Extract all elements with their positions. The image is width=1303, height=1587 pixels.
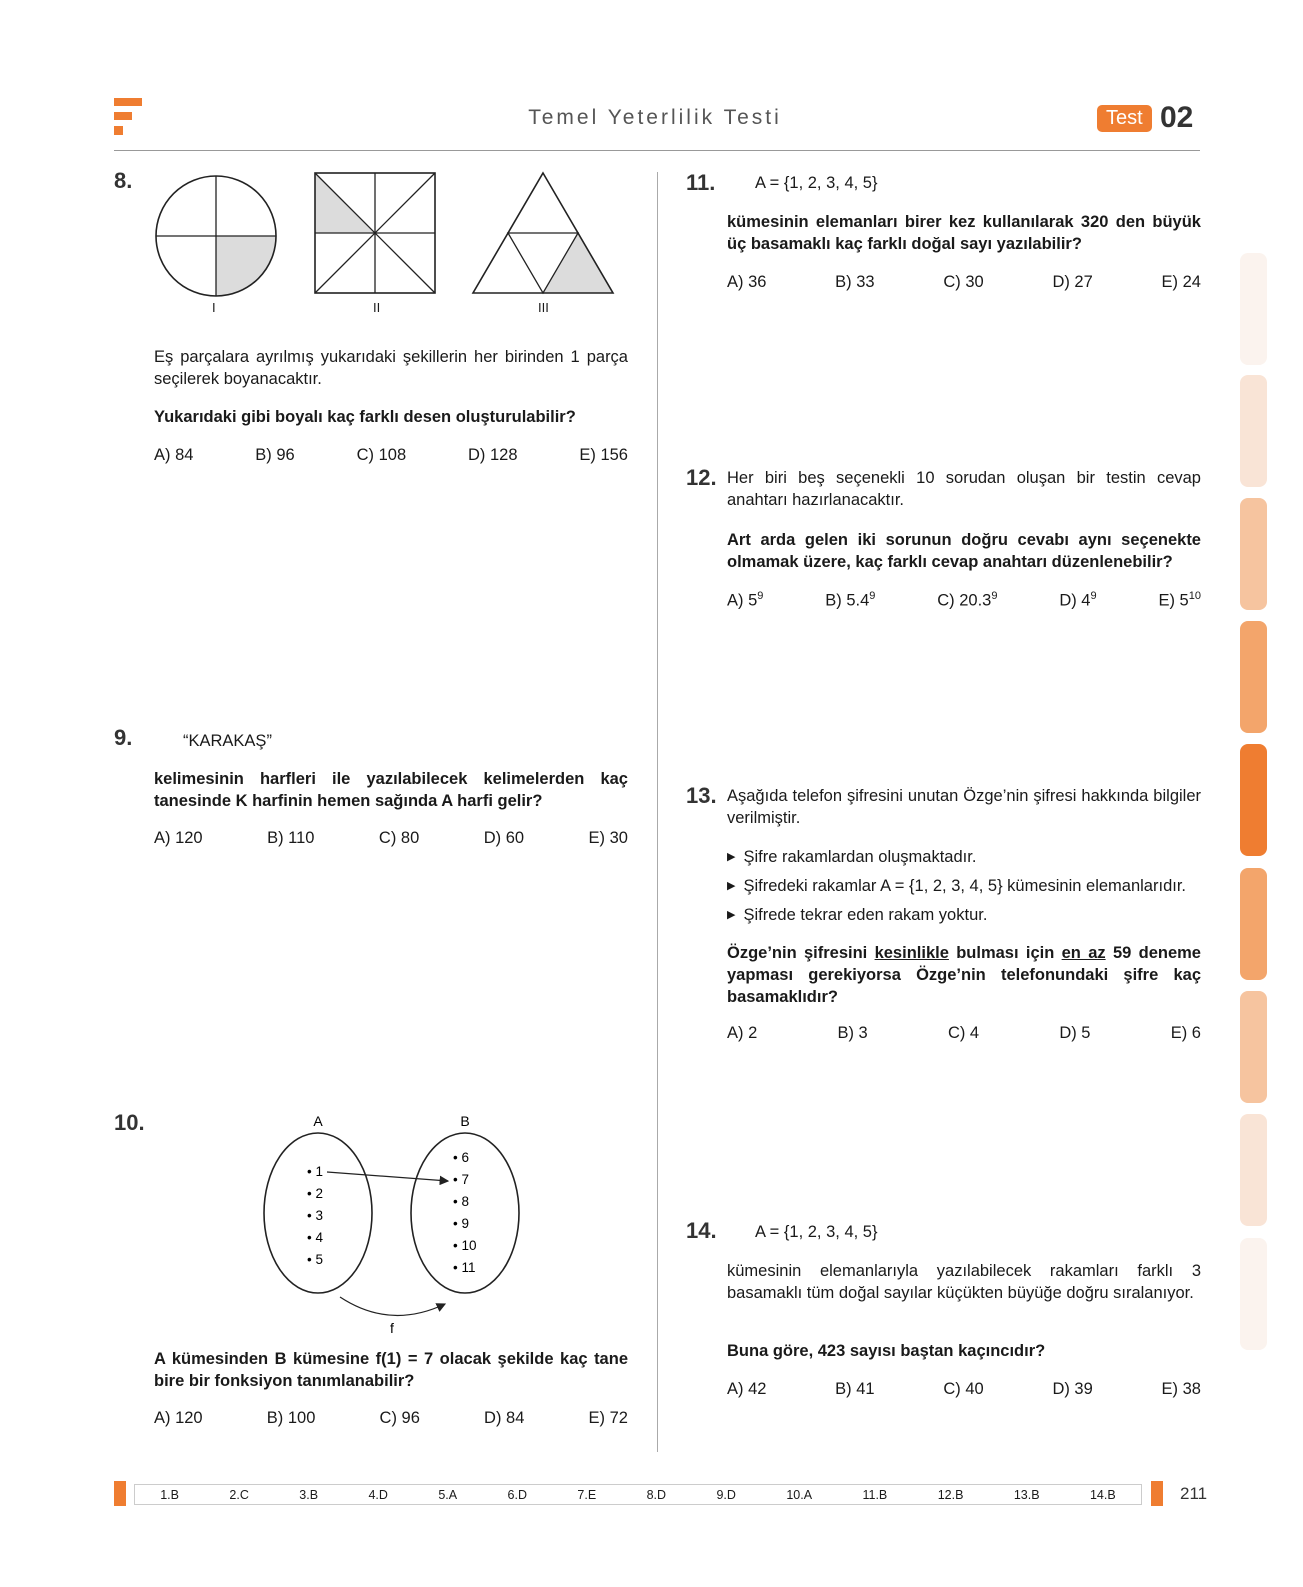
q10-option-b[interactable]: B) 100 [266, 1409, 316, 1427]
question-10-number: 10. [114, 1110, 145, 1135]
question-12-number: 12. [686, 465, 717, 490]
q10-venn-diagram [250, 1110, 540, 1340]
set-b-element: • 7 [453, 1172, 469, 1187]
q12-option-b[interactable]: B) $5.4^9$ [825, 590, 876, 610]
test-badge: Test [1097, 105, 1152, 132]
set-a-element: • 2 [307, 1186, 323, 1201]
set-a-label: A [313, 1113, 323, 1129]
side-tab [1240, 621, 1267, 733]
q11-option-e[interactable]: E) 24 [1161, 273, 1201, 291]
q12-question: Art arda gelen iki sorunun doğru cevabı aynı seçenekte olmamak üzere, kaç farklı cevap anahtarı düzenlenebilir? [727, 531, 1201, 571]
answer-key-item: 11.B [862, 1487, 888, 1502]
q8-option-c[interactable]: C) 108 [356, 446, 407, 464]
q11-set: A = {1, 2, 3, 4, 5} [755, 174, 878, 192]
set-b-element: • 10 [453, 1238, 477, 1253]
q13-question: Özge’nin şifresini kesinlikle bulması için en az 59 deneme yapması gerekiyorsa Özge’nin telefonundaki şifre kaç basamaklıdır? [727, 944, 1201, 1006]
q12-option-a[interactable]: A) $5^9$ [727, 590, 764, 610]
set-a-element: • 5 [307, 1252, 323, 1267]
question-11-number: 11. [686, 170, 716, 195]
q8-fig-label-3: III [538, 300, 549, 315]
q13-bullet: ▶ Şifredeki rakamlar A = {1, 2, 3, 4, 5} kümesinin elemanlarıdır. [727, 873, 1207, 902]
answer-key-item: 4.D [368, 1487, 388, 1502]
page-number: 211 [1180, 1484, 1208, 1503]
q13-option-a[interactable]: A) 2 [727, 1024, 758, 1042]
q11-option-a[interactable]: A) 36 [727, 273, 767, 291]
q11-question: kümesinin elemanları birer kez kullanılarak 320 den büyük üç basamaklı kaç farklı doğal sayı yazılabilir? [727, 213, 1201, 253]
set-a-element: • 4 [307, 1230, 323, 1245]
q9-word: “KARAKAŞ” [183, 732, 272, 750]
q12-option-d[interactable]: D) $4^9$ [1059, 590, 1097, 610]
q8-option-b[interactable]: B) 96 [255, 446, 295, 464]
q13-options [727, 1024, 1201, 1043]
q8-option-a[interactable]: A) 84 [154, 446, 194, 464]
side-tab [1240, 1238, 1267, 1350]
answer-key-item: 6.D [507, 1487, 527, 1502]
q13-option-c[interactable]: C) 4 [947, 1024, 980, 1042]
q12-options [727, 590, 1201, 611]
q14-options [727, 1380, 1201, 1399]
side-tab-active [1240, 744, 1267, 856]
q10-option-a[interactable]: A) 120 [154, 1409, 203, 1427]
q13-option-d[interactable]: D) 5 [1059, 1024, 1091, 1042]
set-a-element: • 3 [307, 1208, 323, 1223]
q13-bullet: ▶ Şifrede tekrar eden rakam yoktur. [727, 902, 1207, 931]
q9-option-d[interactable]: D) 60 [483, 829, 525, 847]
q8-option-d[interactable]: D) 128 [467, 446, 518, 464]
footer-marker-left [114, 1481, 126, 1506]
answer-key-item: 7.E [577, 1487, 597, 1502]
q11-option-c[interactable]: C) 30 [943, 273, 984, 291]
q9-question: kelimesinin harfleri ile yazılabilecek kelimelerden kaç tanesinde K harfinin hemen sağında A harfi gelir? [154, 770, 628, 810]
q13-bullet-list [727, 844, 1207, 931]
q10-question: A kümesinden B kümesine f(1) = 7 olacak şekilde kaç tane bire bir fonksiyon tanımlanabilir? [154, 1350, 628, 1390]
question-9-number: 9. [114, 725, 133, 750]
q13-bullet: ▶ Şifre rakamlardan oluşmaktadır. [727, 844, 1207, 873]
answer-key-item: 9.D [716, 1487, 736, 1502]
q12-text: Her biri beş seçenekli 10 sorudan oluşan bir testin cevap anahtarı hazırlanacaktır. [727, 469, 1201, 509]
set-b-element: • 11 [453, 1260, 476, 1275]
q9-option-b[interactable]: B) 110 [267, 829, 315, 847]
q8-option-e[interactable]: E) 156 [579, 446, 628, 464]
answer-key-item: 1.B [160, 1487, 179, 1502]
answer-key-item: 10.A [786, 1487, 813, 1502]
set-b-element: • 9 [453, 1216, 469, 1231]
q12-option-e[interactable]: E) $5^{10}$ [1158, 590, 1201, 610]
question-13-number: 13. [686, 783, 717, 808]
set-b-label: B [460, 1113, 470, 1129]
set-b-element: • 8 [453, 1194, 469, 1209]
side-tab [1240, 253, 1267, 365]
footer-marker-right [1151, 1481, 1163, 1506]
column-divider [657, 172, 658, 1452]
q8-fig-label-2: II [373, 300, 381, 315]
q10-option-d[interactable]: D) 84 [484, 1409, 525, 1427]
q11-option-b[interactable]: B) 33 [835, 273, 875, 291]
answer-key-item: 3.B [299, 1487, 319, 1502]
q10-option-e[interactable]: E) 72 [588, 1409, 628, 1427]
side-tab [1240, 868, 1267, 980]
answer-key-item: 8.D [646, 1487, 667, 1502]
answer-key-item: 5.A [438, 1487, 458, 1502]
question-14-number: 14. [686, 1218, 717, 1243]
q14-option-b[interactable]: B) 41 [835, 1380, 875, 1398]
q14-option-e[interactable]: E) 38 [1161, 1380, 1201, 1398]
q12-option-c[interactable]: C) 20.3$^9$ [937, 590, 998, 610]
set-a-element: • 1 [307, 1164, 323, 1179]
q14-option-c[interactable]: C) 40 [943, 1380, 984, 1398]
publisher-logo [114, 98, 144, 138]
side-tab [1240, 498, 1267, 610]
q9-options [154, 829, 628, 848]
q10-option-c[interactable]: C) 96 [379, 1409, 420, 1427]
q8-question: Yukarıdaki gibi boyalı kaç farklı desen oluşturulabilir? [154, 408, 576, 426]
answer-key-item: 14.B [1089, 1487, 1116, 1502]
answer-key-item: 2.C [229, 1487, 249, 1502]
side-tab [1240, 1114, 1267, 1226]
side-tab [1240, 991, 1267, 1103]
q14-question: Buna göre, 423 sayısı baştan kaçıncıdır? [727, 1342, 1046, 1360]
page-title: Temel Yeterlilik Testi [528, 106, 782, 129]
question-8-number: 8. [114, 168, 133, 193]
q14-text: kümesinin elemanlarıyla yazılabilecek rakamları farklı 3 basamaklı tüm doğal sayılar küçükten büyüğe doğru sıralanıyor. [727, 1262, 1201, 1302]
q9-option-e[interactable]: E) 30 [588, 829, 628, 847]
set-b-element: • 6 [453, 1150, 469, 1165]
q8-text: Eş parçalara ayrılmış yukarıdaki şekillerin her birinden 1 parça seçilerek boyanacaktır. [154, 348, 628, 388]
q13-option-b[interactable]: B) 3 [837, 1024, 868, 1042]
q13-text: Aşağıda telefon şifresini unutan Özge’nin şifresi hakkında bilgiler verilmiştir. [727, 787, 1201, 827]
test-number: 02 [1160, 101, 1194, 134]
q13-option-e[interactable]: E) 6 [1170, 1024, 1201, 1042]
q9-option-a[interactable]: A) 120 [154, 829, 203, 847]
q14-option-d[interactable]: D) 39 [1052, 1380, 1093, 1398]
q9-option-c[interactable]: C) 80 [378, 829, 420, 847]
q14-set: A = {1, 2, 3, 4, 5} [755, 1223, 878, 1241]
q14-option-a[interactable]: A) 42 [727, 1380, 767, 1398]
header-divider [114, 150, 1200, 151]
q11-option-d[interactable]: D) 27 [1052, 273, 1093, 291]
answer-key-bar [134, 1484, 1142, 1505]
answer-key-item: 12.B [937, 1487, 964, 1502]
q11-options [727, 273, 1201, 292]
function-f-label: f [390, 1320, 394, 1336]
q8-options [154, 446, 628, 465]
answer-key-item: 13.B [1013, 1487, 1040, 1502]
q10-options [154, 1409, 628, 1428]
q8-fig-label-1: I [212, 300, 216, 315]
side-tab [1240, 375, 1267, 487]
